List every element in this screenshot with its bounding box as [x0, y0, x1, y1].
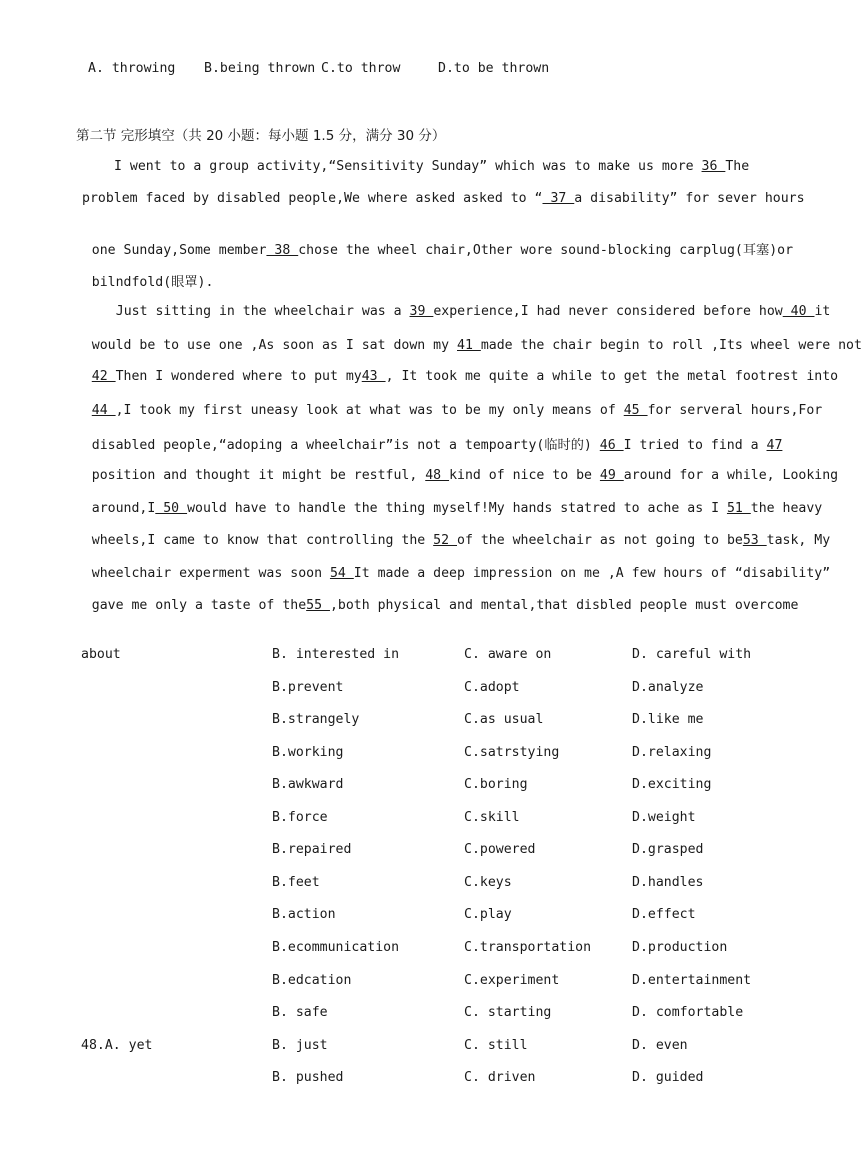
passage-text: ,I took my first uneasy look at what was to be my only means of — [115, 403, 624, 418]
option-d: D.like me — [632, 712, 704, 727]
passage-text: wheelchair experment was soon — [91, 566, 330, 581]
blank-39: 39 — [409, 304, 434, 319]
blank-45: 45 — [623, 403, 648, 418]
option-c: C.experiment — [464, 973, 560, 988]
passage-text: a disability” for sever hours — [574, 191, 805, 206]
passage-text: wheels,I came to know that controlling the — [91, 533, 434, 548]
option-a: about — [81, 647, 121, 662]
option-b: B.action — [272, 907, 336, 922]
blank-49: 49 — [599, 468, 624, 483]
passage-text: of the wheelchair as not going to be — [457, 533, 743, 548]
option-d: D.entertainment — [632, 973, 752, 988]
option-c: C.transportation — [464, 940, 592, 955]
option-d: D.handles — [632, 875, 704, 890]
passage-text: Then I wondered where to put my — [115, 369, 362, 384]
passage-text: position and thought it might be restful, — [91, 468, 426, 483]
option-b: B.strangely — [272, 712, 360, 727]
option-c: C.boring — [464, 777, 528, 792]
blank-38: 38 — [266, 243, 299, 258]
blank-41: 41 — [457, 338, 481, 353]
option-c: C.play — [464, 907, 512, 922]
passage-text: The — [725, 159, 750, 174]
blank-55: 55 — [306, 598, 330, 613]
passage-text: ,both physical and mental,that disbled people must overcome — [329, 598, 799, 613]
blank-46: 46 — [599, 438, 624, 453]
option-d: D.grasped — [632, 842, 704, 857]
option-d: D.production — [632, 940, 728, 955]
option-b: B.force — [272, 810, 328, 825]
blank-37: 37 — [542, 191, 575, 206]
option-d: D.exciting — [632, 777, 712, 792]
top-option-b: B.being thrown — [204, 61, 316, 76]
blank-47: 47 — [766, 438, 783, 453]
passage-text: It made a deep impression on me ,A few hours of “disability” — [353, 566, 831, 581]
blank-36: 36 — [701, 159, 726, 174]
passage-text: experience,I had never considered before how — [433, 304, 783, 319]
passage-text: would have to handle the thing myself!My hands statred to ache as I — [187, 501, 727, 516]
section-heading: 第二节 完形填空（共 20 小题：每小题 1.5 分，满分 30 分） — [76, 128, 446, 144]
option-b: B.repaired — [272, 842, 352, 857]
option-d: D. even — [632, 1038, 688, 1053]
option-c: C.keys — [464, 875, 512, 890]
blank-52: 52 — [433, 533, 457, 548]
option-c: C. driven — [464, 1070, 536, 1085]
passage-text: around,I — [91, 501, 156, 516]
option-b: B.edcation — [272, 973, 352, 988]
passage-line — [82, 191, 805, 206]
option-d: D.effect — [632, 907, 696, 922]
option-c: C. starting — [464, 1005, 552, 1020]
passage-text: bilndfold(眼罩). — [91, 275, 214, 290]
passage-text: disabled people,“adoping a wheelchair”is not a tempoarty(临时的) — [91, 438, 600, 453]
option-c: C.adopt — [464, 680, 520, 695]
blank-44: 44 — [91, 403, 116, 418]
passage-text: gave me only a taste of the — [91, 598, 307, 613]
option-c: C. aware on — [464, 647, 552, 662]
top-option-c: C.to throw — [321, 61, 401, 76]
option-d: D.weight — [632, 810, 696, 825]
passage-text: the heavy — [750, 501, 823, 516]
passage-text: around for a while, Looking — [623, 468, 839, 483]
top-option-a: A. throwing — [88, 61, 176, 76]
option-c: C.skill — [464, 810, 520, 825]
option-b: B.feet — [272, 875, 320, 890]
passage-line — [114, 159, 750, 174]
passage-line — [60, 583, 798, 628]
option-a: 48.A. yet — [81, 1038, 153, 1053]
top-option-d: D.to be thrown — [438, 61, 550, 76]
passage-text: chose the wheel chair,Other wore sound-blocking carplug(耳塞)or — [298, 243, 794, 258]
blank-54: 54 — [329, 566, 354, 581]
passage-text: , It took me quite a while to get the metal footrest into — [385, 369, 839, 384]
option-c: C.as usual — [464, 712, 544, 727]
passage-text: it — [814, 304, 831, 319]
passage-text: Just sitting in the wheelchair was a — [115, 304, 410, 319]
option-d: D.analyze — [632, 680, 704, 695]
option-b: B.prevent — [272, 680, 344, 695]
passage-text: problem faced by disabled people,We where asked asked to “ — [82, 191, 543, 206]
blank-43: 43 — [361, 369, 386, 384]
option-b: B.ecommunication — [272, 940, 400, 955]
option-b: B. interested in — [272, 647, 400, 662]
option-c: C.powered — [464, 842, 536, 857]
option-b: B.awkward — [272, 777, 344, 792]
passage-text: kind of nice to be — [449, 468, 600, 483]
passage-text: I tried to find a — [623, 438, 767, 453]
passage-text: would be to use one ,As soon as I sat down my — [91, 338, 457, 353]
option-d: D. guided — [632, 1070, 704, 1085]
option-d: D. comfortable — [632, 1005, 744, 1020]
blank-40: 40 — [782, 304, 815, 319]
passage-text: task, My — [766, 533, 831, 548]
blank-42: 42 — [91, 369, 116, 384]
option-d: D. careful with — [632, 647, 752, 662]
option-c: C.satrstying — [464, 745, 560, 760]
passage-text: one Sunday,Some member — [91, 243, 267, 258]
option-d: D.relaxing — [632, 745, 712, 760]
blank-50: 50 — [155, 501, 188, 516]
blank-53: 53 — [742, 533, 767, 548]
blank-48: 48 — [425, 468, 450, 483]
option-b: B. safe — [272, 1005, 328, 1020]
passage-text: I went to a group activity,“Sensitivity Sunday” which was to make us more — [114, 159, 702, 174]
option-c: C. still — [464, 1038, 528, 1053]
option-b: B. just — [272, 1038, 328, 1053]
option-b: B.working — [272, 745, 344, 760]
passage-text: made the chair begin to roll ,Its wheel were not — [480, 338, 862, 353]
option-b: B. pushed — [272, 1070, 344, 1085]
passage-text: for serveral hours,For — [647, 403, 823, 418]
blank-51: 51 — [726, 501, 751, 516]
